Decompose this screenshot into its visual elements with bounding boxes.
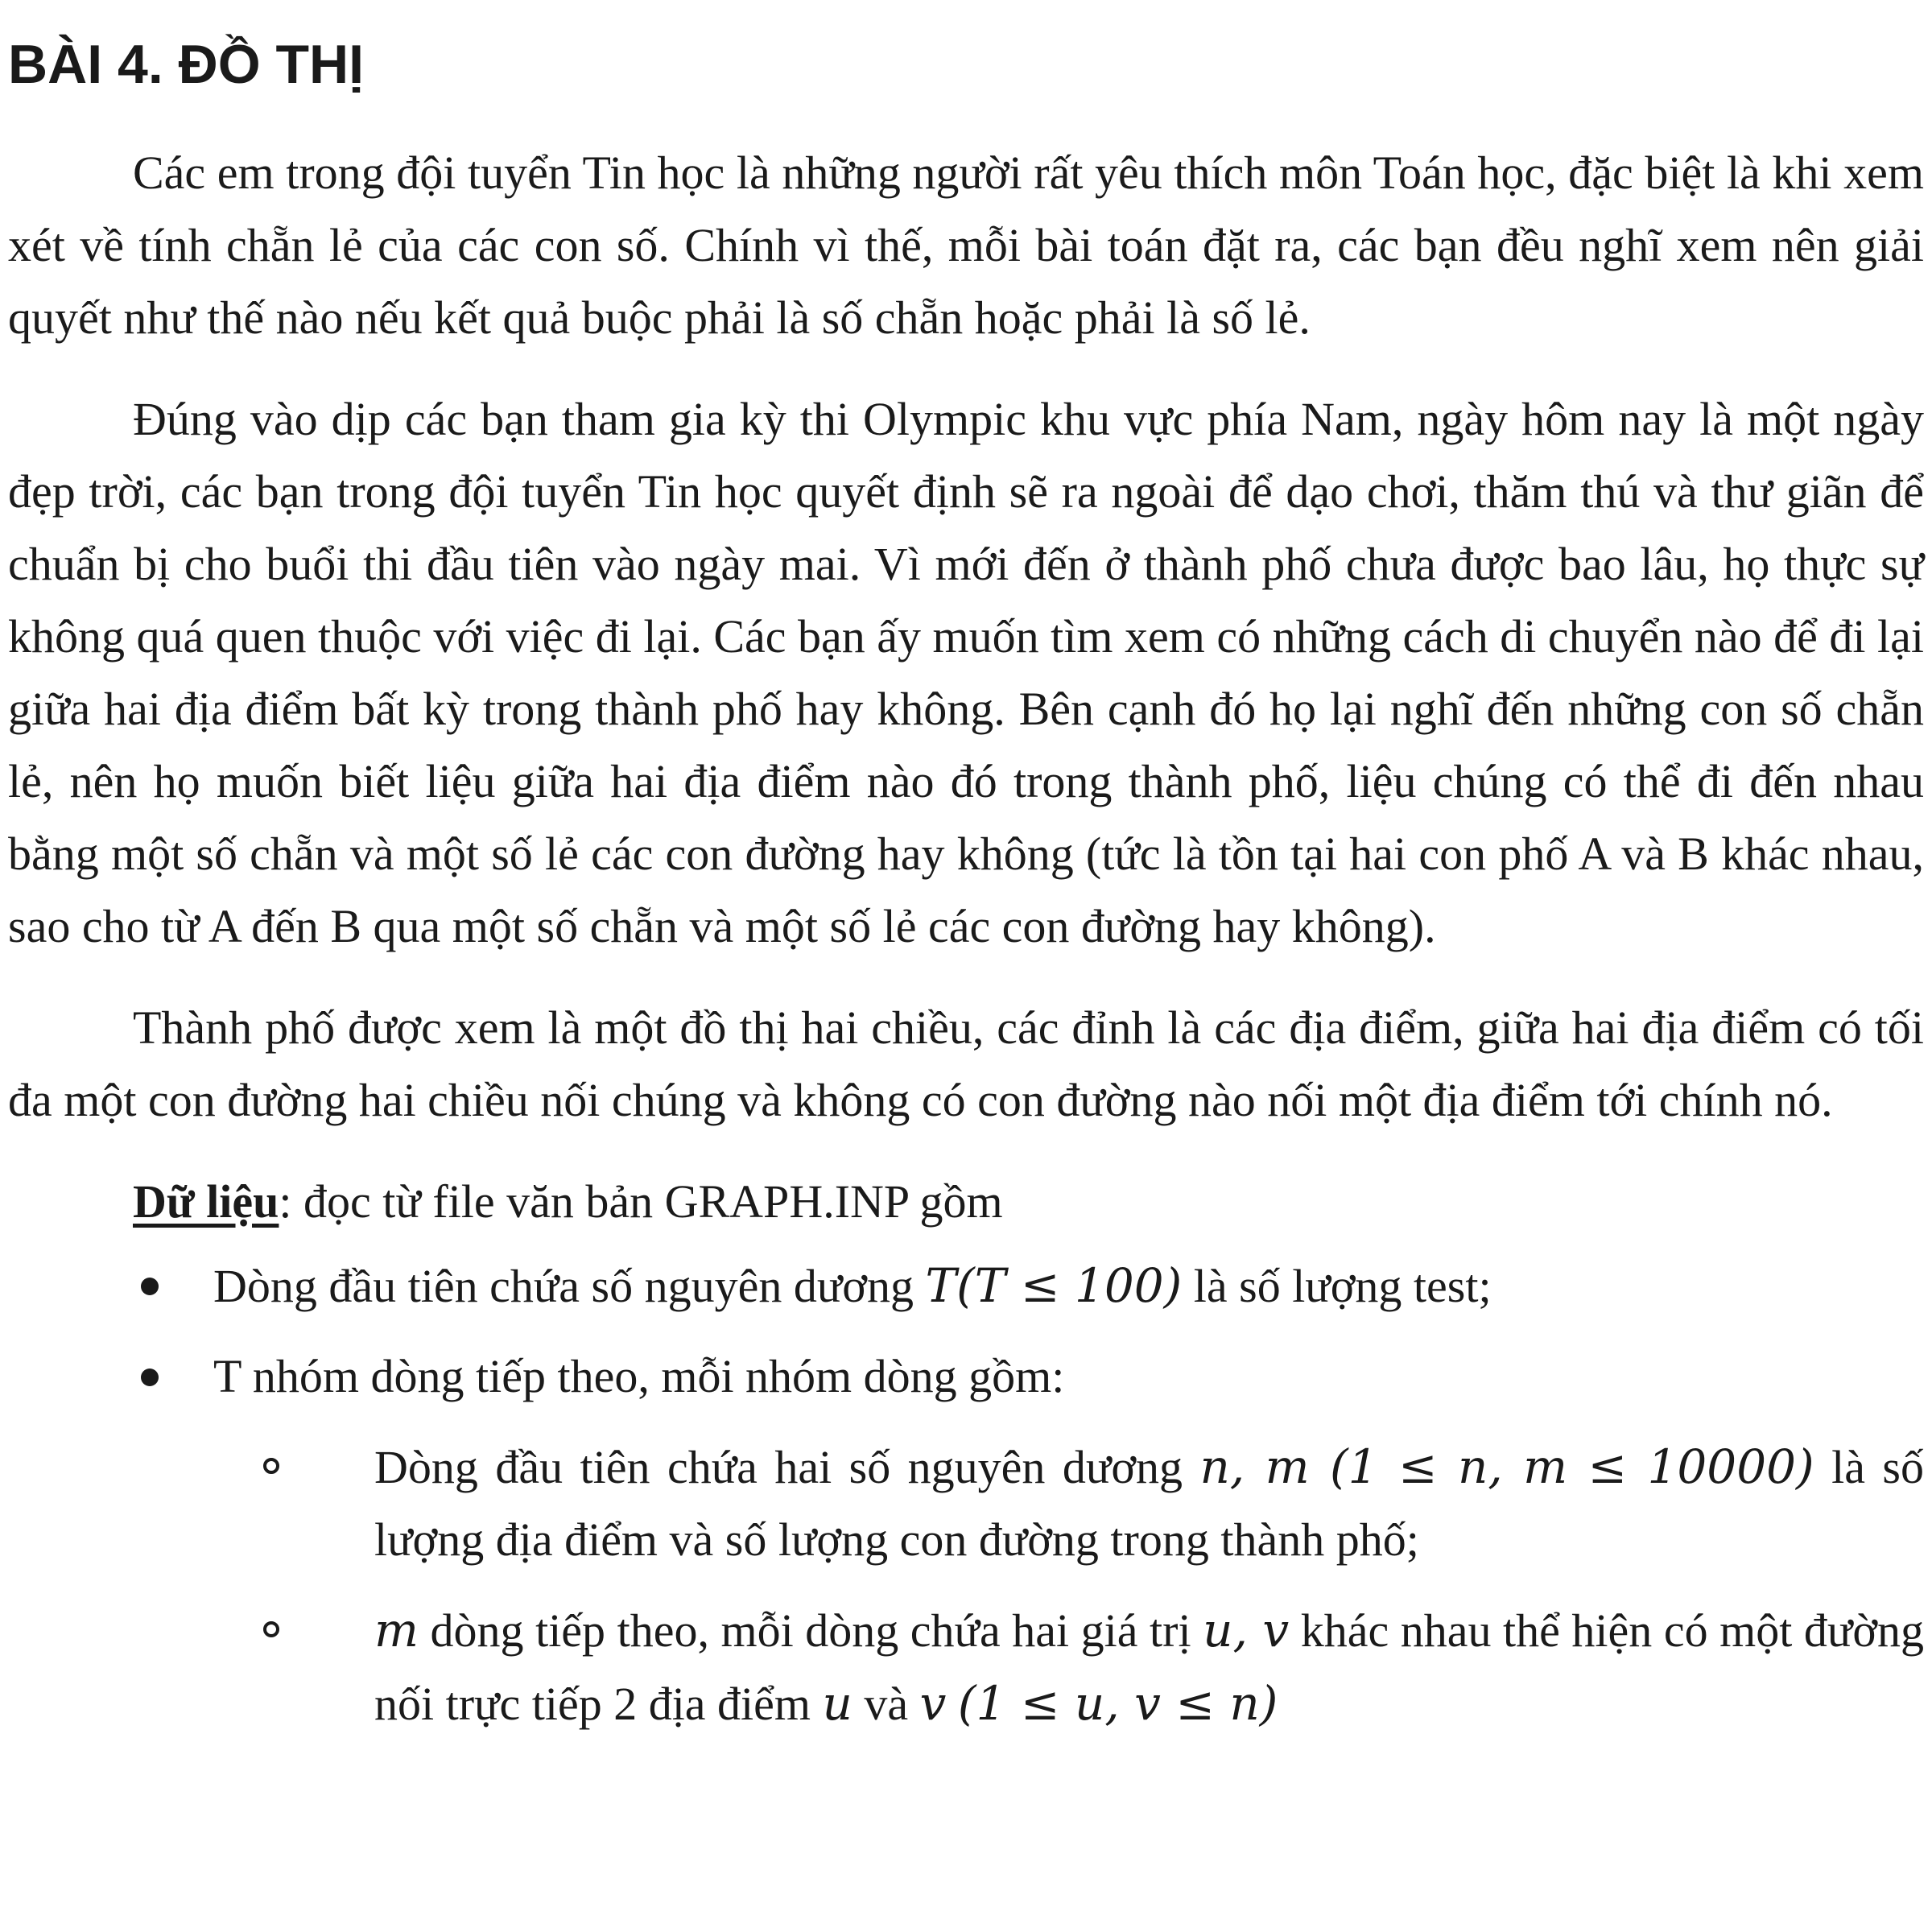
- math-expression: m: [374, 1603, 419, 1657]
- sub-list-item: [374, 1430, 1924, 1576]
- sub-bullet-text: [946, 1678, 958, 1730]
- list-item: [8, 1340, 1924, 1740]
- graph-definition-paragraph: Thành phố được xem là một đồ thị hai chiều, các đỉnh là các địa điểm, giữa hai địa điểm có tối đa một con đường hai chiều nối chúng và không có con đường nào nối một địa điểm tới chính nó.: [8, 1001, 1924, 1126]
- intro-paragraph: Các em trong đội tuyển Tin học là những người rất yêu thích môn Toán học, đặc biệt là khi xem xét về tính chẵn lẻ của các con số. Chính vì thế, mỗi bài toán đặt ra, các bạn đều nghĩ xem nên giải quyết như thế nào nếu kết quả buộc phải là số chẵn hoặc phải là số lẻ.: [8, 147, 1924, 344]
- bullet-dot-icon: [141, 1368, 159, 1386]
- list-item: [8, 1249, 1924, 1323]
- sub-bullet-text: và: [852, 1678, 920, 1730]
- sub-bullet-text: khác nhau thể hiện có một đường nối trực tiếp 2 địa điểm: [374, 1604, 1924, 1730]
- math-expression: v: [919, 1676, 947, 1731]
- bullet-text: Dòng đầu tiên chứa số nguyên dương: [213, 1260, 926, 1312]
- bullet-ring-icon: [263, 1621, 279, 1637]
- math-expression: (1 ≤ u, v ≤ n): [957, 1676, 1278, 1731]
- input-format-list: [8, 1249, 1924, 1740]
- bullet-ring-icon: [263, 1458, 279, 1474]
- input-data-description: : đọc từ file văn bản GRAPH.INP gồm: [279, 1175, 1003, 1228]
- bullet-text: là số lượng test;: [1182, 1260, 1492, 1312]
- sub-bullet-text: Dòng đầu tiên chứa hai số nguyên dương: [374, 1441, 1200, 1493]
- sub-bullet-text: dòng tiếp theo, mỗi dòng chứa hai giá trị: [419, 1604, 1203, 1657]
- page-title: BÀI 4. ĐỒ THỊ: [8, 34, 365, 95]
- math-expression: u, v: [1203, 1603, 1290, 1657]
- math-expression: n, m (1 ≤ n, m ≤ 10000): [1199, 1439, 1814, 1494]
- math-expression: T(T ≤ 100): [925, 1258, 1183, 1313]
- input-data-heading: [133, 1166, 1924, 1238]
- story-paragraph: Đúng vào dịp các bạn tham gia kỳ thi Olympic khu vực phía Nam, ngày hôm nay là một ngày đẹp trời, các bạn trong đội tuyển Tin học quyết định sẽ ra ngoài để dạo chơi, thăm thú và thư giãn để chuẩn bị cho buổi thi đầu tiên vào ngày mai. Vì mới đến ở thành phố chưa được bao lâu, họ thực sự không quá quen thuộc với việc đi lại. Các bạn ấy muốn tìm xem có những cách di chuyển nào để đi lại giữa hai địa điểm bất kỳ trong thành phố hay không. Bên cạnh đó họ lại nghĩ đến những con số chẵn lẻ, nên họ muốn biết liệu giữa hai địa điểm nào đó trong thành phố, liệu chúng có thể đi đến nhau bằng một số chẵn và một số lẻ các con đường hay không (tức là tồn tại hai con phố A và B khác nhau, sao cho từ A đến B qua một số chẵn và một số lẻ các con đường hay không).: [8, 393, 1924, 952]
- sub-bullet-text: là số lượng địa điểm và số lượng con đường trong thành phố;: [374, 1441, 1924, 1566]
- math-expression: u: [822, 1676, 852, 1731]
- document-page: [8, 32, 1924, 1758]
- input-data-label: Dữ liệu: [133, 1175, 279, 1228]
- bullet-text: T nhóm dòng tiếp theo, mỗi nhóm dòng gồm:: [213, 1350, 1065, 1402]
- bullet-dot-icon: [141, 1278, 159, 1295]
- sub-list-item: [374, 1594, 1924, 1740]
- sub-list: [213, 1430, 1924, 1740]
